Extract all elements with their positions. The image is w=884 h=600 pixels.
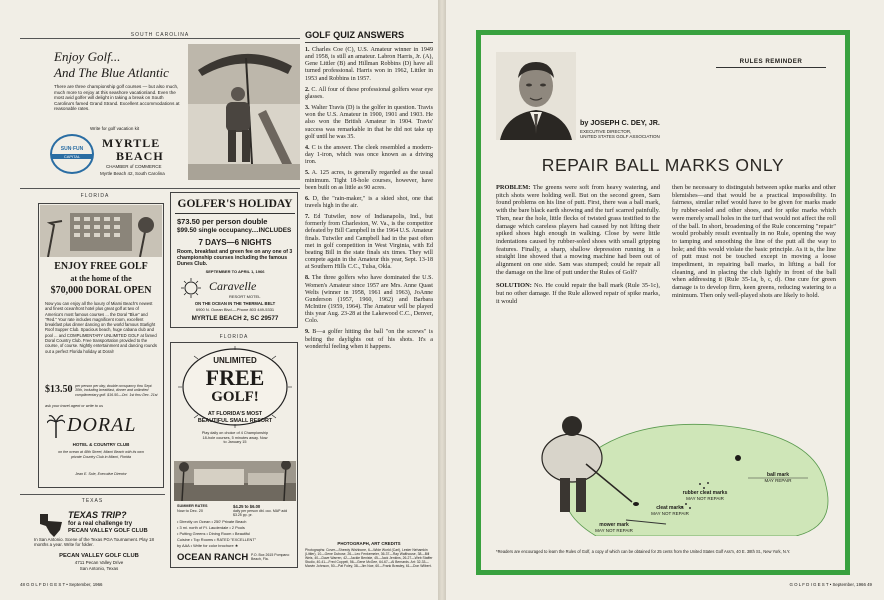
ad-brand: BEACH (116, 149, 164, 163)
rules-reminder-kicker: RULES REMINDER (716, 58, 826, 68)
ad-resort: AT FLORIDA'S MOST (207, 411, 263, 417)
ad-features-line: • 3 mi. north of Ft. Lauderdale • 2 Pools (177, 525, 245, 530)
ad-address: San Antonio, Texas (79, 566, 119, 571)
author-portrait (496, 52, 576, 140)
ad-brand-sub: RESORT MOTEL (229, 294, 261, 299)
ad-price: $73.50 per person double (177, 217, 268, 226)
left-page (0, 0, 438, 600)
ad-body: Room, breakfast and green fee on any one of 3 championship courses including the famous Dunes Club. (177, 249, 293, 268)
ad-brand: OCEAN RANCH (177, 552, 249, 563)
author-role: EXECUTIVE DIRECTOR, (580, 129, 632, 134)
palm-tree-icon (47, 414, 65, 438)
ad-dates: SEPTEMBER TO APRIL 1, 1966 (205, 269, 265, 274)
ocean-ranch-ad (170, 342, 298, 568)
quiz-answer: 4. C is the answer. The cleek resembled a modern-day 1-iron, which was once known as a driving iron. (305, 144, 433, 166)
ad-price-note: daily per person dbl. occ. MAP add $3.25 pp. pr. (233, 509, 288, 518)
texas-map-icon (38, 512, 64, 538)
article-column-1 (496, 184, 660, 312)
ad-headline: ENJOY FREE GOLF (54, 261, 148, 272)
divider (20, 188, 300, 189)
caravelle-ad (170, 192, 298, 328)
ad-golf: GOLF! (211, 389, 259, 405)
quiz-answer: 8. The three golfers who have dominated the U.S. Women's Amateur since 1957 are Mrs. Anne Quast Welts (winner in 1958, 1961 and 1963), JoAnne Gunderson (1957, 1960, 1962) and Barbara McIntire (1959, 1964). The Amateur will be played this year Aug. 23-28 at the Lakewood C.C., Denver, Colo. (305, 275, 433, 325)
solution-paragraph: SOLUTION: No. He could repair the ball mark (Rule 35-1c), but no other damage. If the Rule allowed repair of spike marks, it would (496, 282, 660, 305)
article-column-2 (672, 184, 836, 306)
ad-cta: Write for golf vacation kit (90, 126, 140, 131)
ad-address: 4711 Pecan Valley Drive (74, 560, 124, 565)
section-label-florida: FLORIDA (80, 193, 110, 199)
ad-body: Now you can enjoy all the luxury of Miami Beach's newest and finest oceanfront hotel plus great golf at two of America's most famous courses ... the Doral "Blue" and "Red." Your rate includes magnificent room, excellent breakfast plus dinner dancing on the world famous Starlight Roof Supper Club. Spacious beach, huge cabana club and pool ... and COMPLIMENTARY UNLIMITED GOLF at famed Doral Country Club. Free transportation provided to the course, of course. Nightly entertainment and dancing rounds out a perfect Florida holiday at Doral! (45, 301, 157, 354)
divider (175, 213, 295, 214)
ad-headline: Enjoy Golf... (54, 49, 121, 64)
page-folio: G O L F D I G E S T • September, 1966 49 (789, 582, 872, 587)
doral-hotel-photo (40, 205, 162, 257)
ad-summer-dates: Now to Dec. 20 (177, 509, 203, 513)
ad-features-line: • Directly on Ocean • 250' Private Beach (177, 519, 247, 524)
ad-headline: at the home of the (70, 274, 132, 283)
ad-days: 7 DAYS—6 NIGHTS (198, 238, 272, 247)
sun-fun-logo (50, 134, 94, 174)
ad-address: Myrtle Beach 42, South Carolina (100, 171, 165, 176)
doral-logo: DORAL (67, 414, 137, 436)
quiz-title: GOLF QUIZ ANSWERS (305, 30, 433, 43)
ad-sub: HOTEL & COUNTRY CLUB (72, 442, 130, 447)
ad-address: P.O. Box 2615 Pompano Beach, Fla. (251, 553, 290, 562)
quiz-answer: 9. B—a golfer hitting the ball "on the screws" is belting the daylights out of his shots. It's a wonderful feeling when it happens. (305, 329, 433, 350)
solution-continued: then be necessary to distinguish between spike marks and other blemishes—and that would be a practical impossibility. In fairness, similar relief would have to be given for marks made by rubber-soled and other shoes, and for spike marks which were merely small holes in the turf that would not affect the roll of the ball. In short, broadening of the Rule concerning "repair" would probably result eventually in no Rule, opening the way to tamping and smoothing the line of the putt all the way to hole; and this would violate the basic principle. As it is, the line of putt must not be touched except in moving a loose impediment, in repairing ball marks, in lifting a ball for cleaning, and in placing the club lightly in front of the ball when addressing it (Rule 35-1a, b, c, d). One cure for green damage is to develop firm, keen greens, reducing watering to a minimum. Then only well-played shots are likely to hold. (672, 184, 836, 299)
logo-text: SUN·FUN (60, 146, 84, 152)
ad-chamber: CHAMBER of COMMERCE (106, 164, 162, 169)
ad-address: ON THE OCEAN IN THE THERMAL BELT (194, 301, 276, 306)
myrtle-beach-ad (20, 42, 300, 182)
quiz-answer: 7. Ed Tutwiler, now of Indianapolis, Ind., but formerly from Charleston, W. Va., is the competitor defeated by Bill Campbell in the 1964 U.S. Amateur finals. Tutwiler and Campbell had in the past often met in golf competition in West Virginia, with Ed beating Bill in the state finals six times. They will compete again in the Amateur this year, Sept. 13-18 at Southern Hills C.C., Tulsa, Okla. (305, 214, 433, 271)
article-byline: by JOSEPH C. DEY, JR. (580, 118, 660, 127)
ad-features-line: • Putting Greens • Dining Room • Beautiful (177, 531, 251, 536)
caravelle-sun-logo-icon (179, 277, 203, 299)
quiz-answers-column (305, 30, 433, 355)
section-label-florida: FLORIDA (219, 334, 249, 340)
page-folio: 48 G O L F D I G E S T • September, 1966 (20, 582, 103, 587)
ad-brand: PECAN VALLEY GOLF CLUB (59, 553, 139, 559)
ad-headline: PECAN VALLEY GOLF CLUB (68, 528, 148, 534)
credits-text: Photographs: Cover—Sheedy Wishbone, 6—Wide World (Carl), Lester Nehamkin (Littler), 10—Gene Dubose, 26—Leo Fenkemeier, 36-37—Ray Walthouse, 38—Bill Weis, 40—Dave Warren, 42—Jackie Beniste, 45—Jack Jenkins, 26-27—Web Staffer Studio, 40-41—Fred Coppeli, 56—Gene McGee, 64-67—Al Bernards. Art: 32-33—Marvin Johnson, 50—Pat Foley, 38—Jim Noe, 60—Frank Brawley, 61—Don Wilbert. (305, 548, 433, 569)
author-role: UNITED STATES GOLF ASSOCIATION (580, 134, 660, 139)
problem-paragraph: PROBLEM: The greens were soft from heavy watering, and pitch shots were holding well. But on the second green, Sam found problems on his line of putt. First, there was a ball mark, with the bare black earth showing and the turf scarred painfully. Then, near the hole, little flecks of twisted grass testified to the damage which careless players had caused by not lifting their spiked shoes high enough in walking. Close by were little indentations caused by rubber-soled shoes with small gripping features. Finally, a sharp, shallow depression running in a straight line showed that a mowing machine had been out of alignment on one side. Sam was stumped; could he repair all the damage on the line of putt under the Rules of Golf? (496, 184, 661, 276)
label-mower-mark: mower mark MAY NOT REPAIR (595, 522, 633, 533)
ad-summer: SUMMER RATES (177, 504, 208, 508)
ad-city: MYRTLE BEACH 2, SC 29577 (191, 315, 279, 322)
ad-price: $13.50 (45, 384, 73, 395)
quiz-answer: 5. A. 125 acres, is generally regarded as the usual minimum. Tight 18-hole courses, however, have been built on as little as 90 acres. (305, 170, 433, 191)
ad-price: $99.50 single occupancy....INCLUDES (177, 227, 292, 234)
pecan-valley-ad (30, 508, 168, 580)
page-gutter (438, 0, 446, 600)
section-label-south-carolina: SOUTH CAROLINA (130, 32, 190, 38)
ad-brand: Caravelle (209, 279, 257, 293)
ad-top: UNLIMITED (213, 356, 257, 365)
article-footnote: *Readers are encouraged to learn the Rules of Golf, a copy of which can be obtained for 25 cents from the United States Golf Ass'n, 40 E. 38th St., New York, N.Y. (496, 549, 791, 554)
ad-price-note: per person per day, double occupancy thru Sept. 30th, including breakfast, dinner and unlimited complimentary golf. $16.50—Oct. 1st thru Dec. 21st (75, 384, 158, 397)
ad-ask: ask your travel agent or write to us (45, 404, 104, 408)
quiz-answer: 2. C. All four of these professional golfers wear eye glasses. (305, 86, 433, 100)
right-page (446, 0, 884, 600)
ad-headline: GOLFER'S HOLIDAY (177, 198, 293, 210)
logo-text: CAPITAL (52, 154, 92, 159)
ad-brand: MYRTLE (102, 136, 161, 150)
resort-photo (174, 461, 296, 501)
ad-headline: for a real challenge try (68, 521, 133, 527)
ad-headline: TEXAS TRIP? (68, 510, 127, 520)
divider (20, 494, 165, 495)
ad-sub: on the ocean at 48th Street, Miami Beach with its own private Country Club in Miami, Florida (58, 450, 144, 459)
divider (20, 38, 300, 39)
ad-sub: Jean E. Sole, Executive Director (75, 472, 127, 476)
ad-body: In San Antonio. Scene of the Texas PGA Tournament. Play 18 months a year. Write for folder. (34, 537, 154, 548)
ad-play: Play daily on choice of 4 Championship 18-hole courses, 5 minutes away. Now to January 15 (201, 431, 269, 445)
label-ball-mark: ball mark MAY REPAIR (764, 472, 792, 483)
quiz-answer: 3. Walter Travis (D) is the golfer in question. Travis won the U.S. Amateur in 1900, 1901 and 1903. He also won the British Amateur in 1904. Travis' success was remarkable in that he did not take up golf until he was 35. (305, 105, 433, 140)
label-cleat-marks: cleat marks MAY NOT REPAIR (651, 505, 689, 516)
ad-body: There are three championship golf courses — but also much, much more to enjoy at this seashore vacationland. Even the most avid golfer will delight in taking a break on South Carolina's famed Grand Strand. Excellent accommodations at reasonable rates. (54, 84, 180, 112)
ad-free: FREE (205, 365, 265, 390)
ad-address: 6900 N. Ocean Blvd.—Phone 803 449-5331 (195, 307, 275, 312)
ad-headline: And The Blue Atlantic (54, 65, 169, 80)
ad-price: $4.25 to $6.00 (233, 504, 261, 509)
beach-golfer-photo (188, 44, 300, 180)
ad-resort: BEAUTIFUL SMALL RESORT (197, 418, 273, 424)
credits-title: PHOTOGRAPH, ART CREDITS (337, 541, 401, 546)
doral-ad (38, 203, 164, 488)
quiz-answer: 6. D, the "rain-maker," is a skied shot, one that travels high in the air. (305, 195, 433, 209)
ad-headline: $70,000 DORAL OPEN (50, 285, 152, 296)
section-label-texas: TEXAS (81, 498, 104, 504)
label-rubber-cleat-marks: rubber cleat marks MAY NOT REPAIR (682, 490, 728, 501)
quiz-answer: 1. Charles Coe (C), U.S. Amateur winner in 1949 and 1958, is still an amateur. Labron Harris, Jr. (A), Gene Littler (B) and Hillman Robbins (D) have all turned professional. Harris won in 1962, Littler in 1953 and Robbins in 1957. (305, 47, 433, 82)
article-title: REPAIR BALL MARKS ONLY (541, 155, 785, 175)
ad-features-line: by AAA • Write for color brochure ★ (177, 543, 239, 548)
ad-features-line: Cuisine • Top Rooms • RATED "EXCELLENT" (177, 537, 257, 542)
